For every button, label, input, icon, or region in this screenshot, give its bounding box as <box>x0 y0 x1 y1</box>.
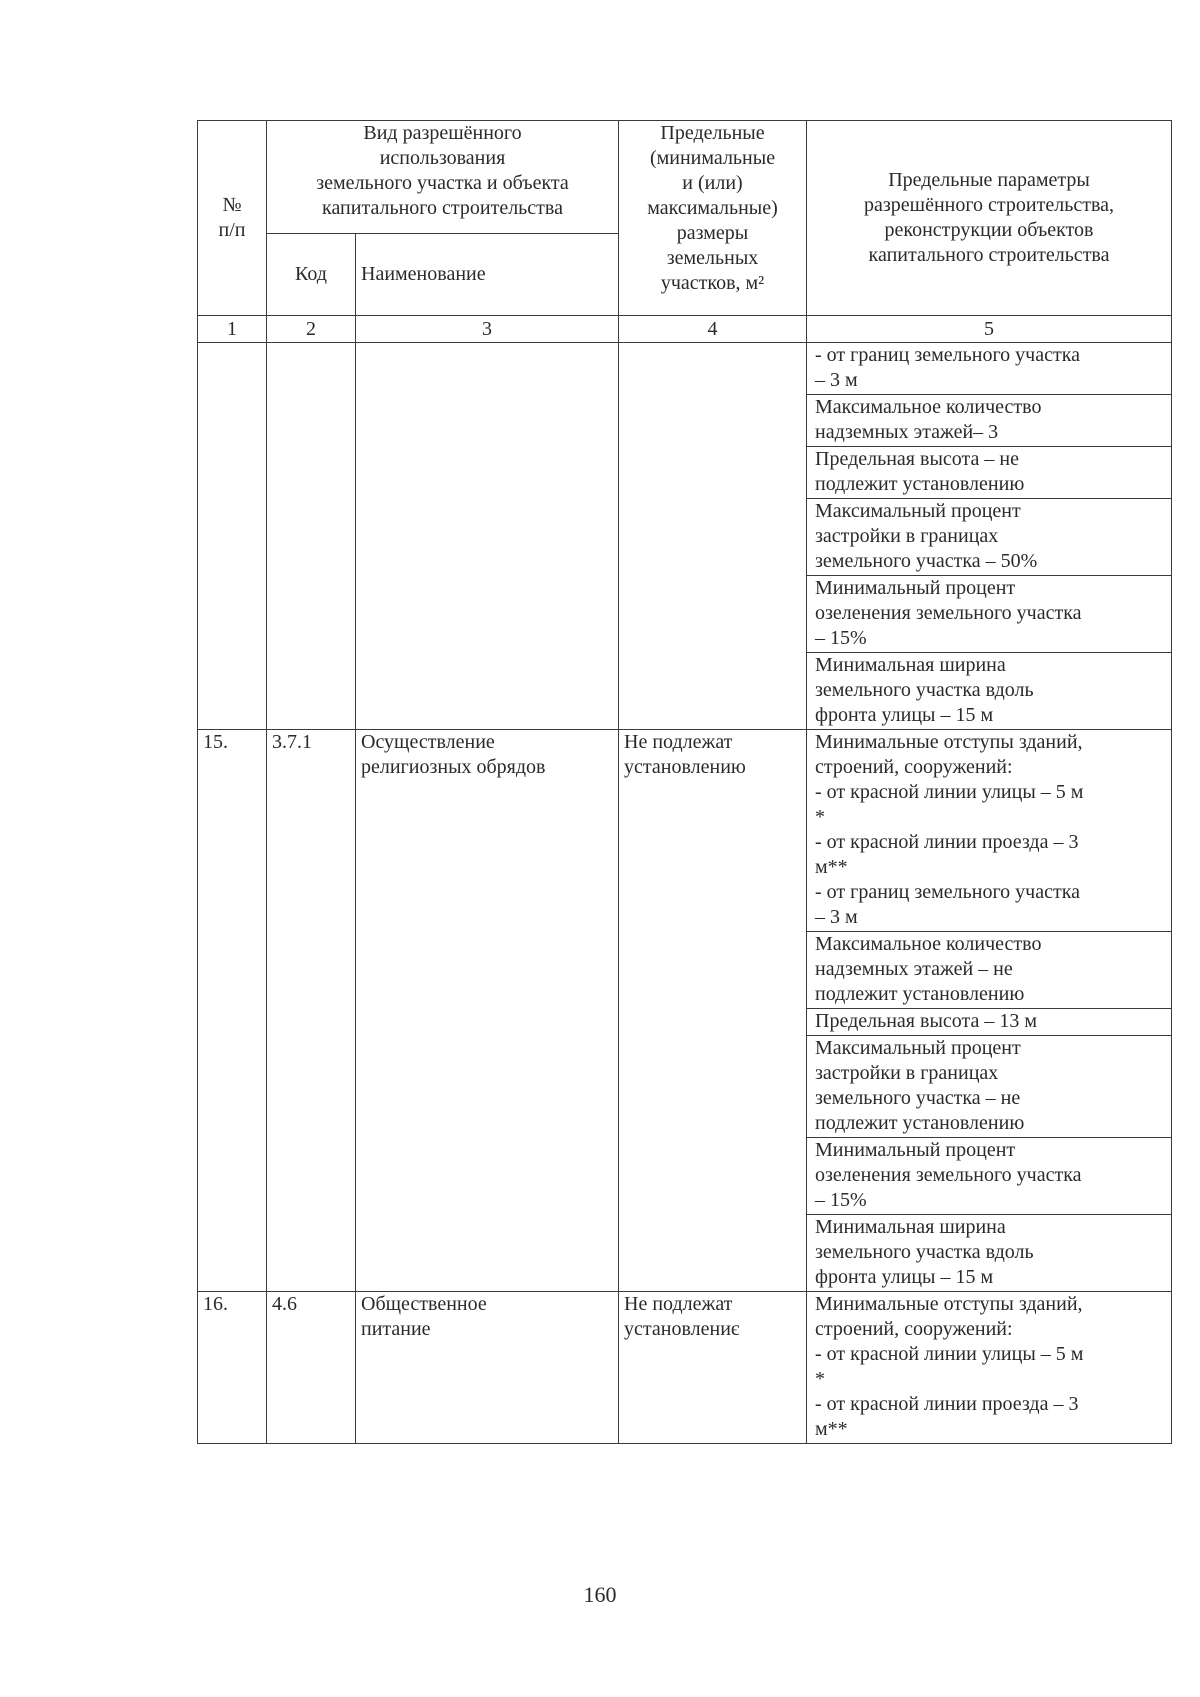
cell-num <box>198 343 267 730</box>
cell-code: 4.6 <box>267 1292 356 1444</box>
column-number: 3 <box>356 316 619 343</box>
column-number: 1 <box>198 316 267 343</box>
table-row <box>198 730 1172 1292</box>
page-number: 160 <box>583 1582 617 1607</box>
header-num: № п/п <box>198 121 267 316</box>
cell-name: Общественное питание <box>356 1292 619 1444</box>
cell-params <box>807 730 1172 1292</box>
cell-size <box>619 343 807 730</box>
param-item: Минимальный процент озеленения земельного участка – 15% <box>807 1138 1171 1215</box>
param-item: Максимальное количество надземных этажей– 3 <box>807 395 1171 447</box>
cell-num: 15. <box>198 730 267 1292</box>
param-item: Минимальная ширина земельного участка вдоль фронта улицы – 15 м <box>815 1216 1034 1288</box>
param-item: Предельная высота – не подлежит установлению <box>807 447 1171 499</box>
cell-code: 3.7.1 <box>267 730 356 1292</box>
cell-code <box>267 343 356 730</box>
param-item: Минимальные отступы зданий, строений, сооружений: - от красной линии улицы – 5 м * - от красной линии проезда – 3 м** <box>815 1293 1084 1440</box>
cell-name <box>356 343 619 730</box>
column-numbers-row <box>198 316 1172 343</box>
header-sizes: Предельные (минимальные и (или) максимальные) размеры земельных участков, м² <box>619 121 807 316</box>
cell-name: Осуществление религиозных обрядов <box>356 730 619 1292</box>
regulations-table <box>197 120 1172 1444</box>
param-item: Предельная высота – 13 м <box>807 1009 1171 1036</box>
param-item: Минимальный процент озеленения земельного участка – 15% <box>807 576 1171 653</box>
params-list <box>807 343 1171 729</box>
column-number: 4 <box>619 316 807 343</box>
param-item: Минимальные отступы зданий, строений, сооружений: - от красной линии улицы – 5 м * - от красной линии проезда – 3 м** - от границ земельного участка – 3 м <box>807 730 1171 932</box>
params-list <box>807 1292 1171 1443</box>
param-item: Максимальный процент застройки в границах земельного участка – не подлежит установлению <box>807 1036 1171 1138</box>
header-code: Код <box>267 234 356 316</box>
header-vid: Вид разрешённого использования земельного участка и объекта капитального строительства <box>267 121 619 234</box>
column-number: 2 <box>267 316 356 343</box>
table-row <box>198 343 1172 730</box>
header-params: Предельные параметры разрешённого строительства, реконструкции объектов капитального строительства <box>807 121 1172 316</box>
param-item: Максимальное количество надземных этажей – не подлежит установлению <box>807 932 1171 1009</box>
param-item: Минимальная ширина земельного участка вдоль фронта улицы – 15 м <box>815 654 1034 726</box>
cell-params <box>807 343 1172 730</box>
cell-size: Не подлежат установлениє <box>619 1292 807 1444</box>
table-row <box>198 1292 1172 1444</box>
header-name: Наименование <box>356 234 619 316</box>
param-item: - от границ земельного участка – 3 м <box>807 343 1171 395</box>
param-item: Максимальный процент застройки в границах земельного участка – 50% <box>807 499 1171 576</box>
header-row <box>198 121 1172 234</box>
column-number: 5 <box>807 316 1172 343</box>
cell-size: Не подлежат установлению <box>619 730 807 1292</box>
cell-params <box>807 1292 1172 1444</box>
params-list <box>807 730 1171 1291</box>
cell-num: 16. <box>198 1292 267 1444</box>
